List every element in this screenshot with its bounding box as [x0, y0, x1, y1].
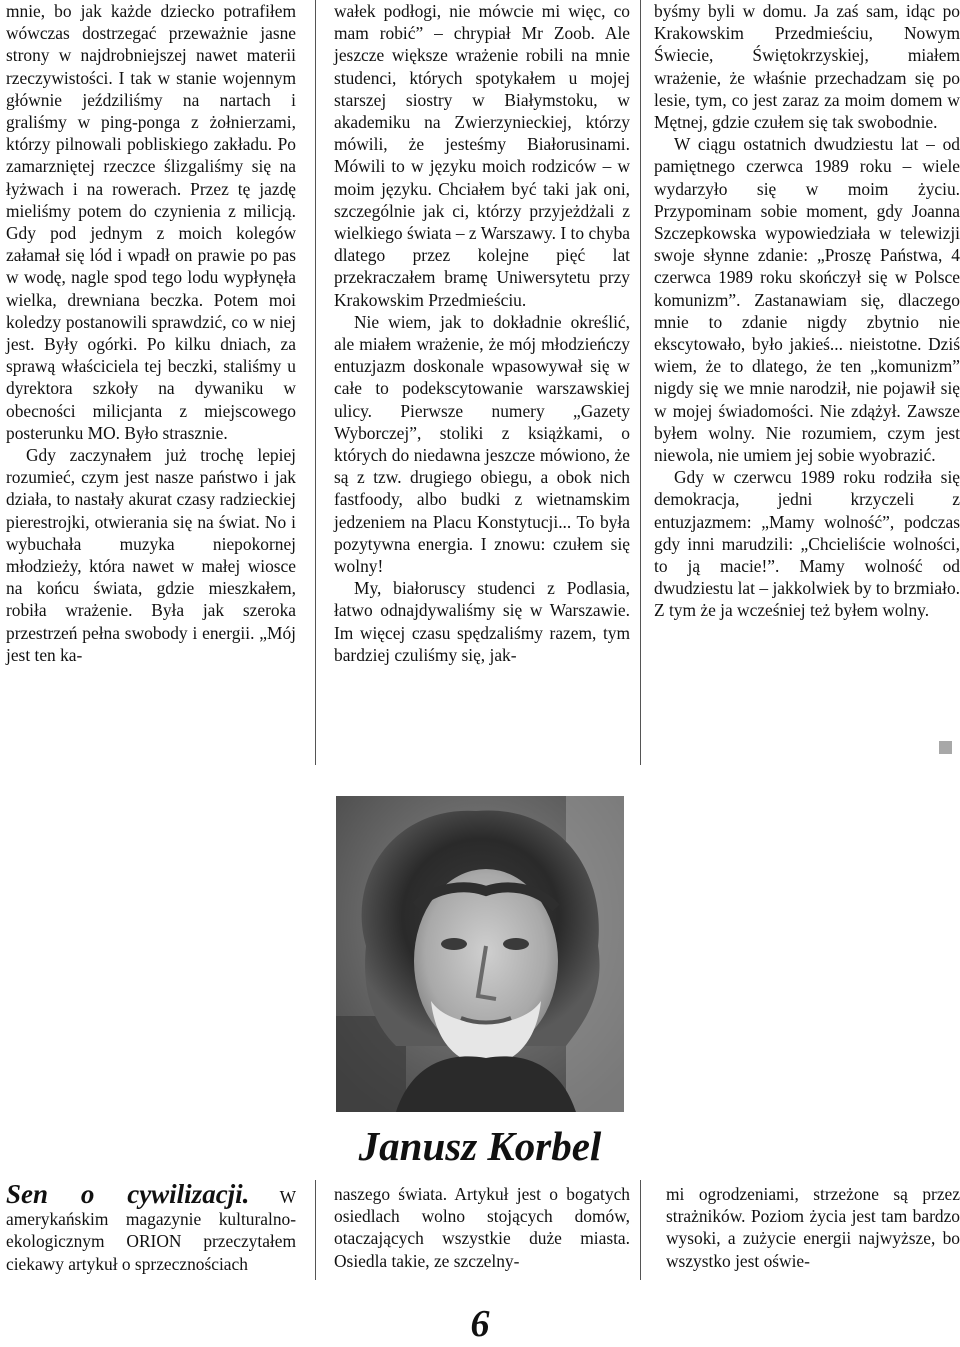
- column-divider: [315, 1180, 316, 1280]
- paragraph: naszego świata. Artykuł jest o bogatych osiedlach wolno stojących domów, otaczających wszystkie duże miasta. Osiedla takie, ze szczelny-: [334, 1184, 630, 1271]
- section-title: Sen o cywilizacji.: [6, 1179, 250, 1209]
- end-of-article-mark: [939, 741, 952, 754]
- article-column-2: [334, 0, 630, 666]
- article-column-3: [654, 0, 960, 622]
- portrait-illustration: [336, 796, 624, 1112]
- paragraph: W ciągu ostatnich dwudziestu lat – od pamiętnego czerwca 1989 roku – wiele wydarzyło się w moim życiu. Przypominam sobie moment, gdy Joanna Szczepkowska wypowiedziała w telewizji swoje słynne zdanie: „Proszę Państwa, 4 czerwca 1989 roku skończył się w Polsce komunizm”. Zastanawiam się, dlaczego mnie to zdanie nigdy zbytnio nie ekscytowało, było jakieś... nieistotne. Dziś wiem, że to dlatego, że ten „komunizm” nigdy się we mnie narodził, nie pojawił się w mojej świadomości. Nie zdążył. Zawsze byłem wolny. Nie rozumiem, czym jest niewola, nie umiem jej sobie wyobrazić.: [654, 134, 960, 466]
- paragraph: byśmy byli w domu. Ja zaś sam, idąc po Krakowskim Przedmieściu, Nowym Świecie, Świętokrzyskiej, miałem wrażenie, że właśnie przechadzam się po lesie, tym, co jest zaraz za moim domem w Mętnej, gdzie czułem się tak swobodnie.: [654, 1, 960, 133]
- page-number: 6: [470, 1303, 490, 1345]
- bottom-column-3: [666, 1183, 960, 1272]
- column-divider: [640, 0, 641, 765]
- author-portrait-photo: [336, 796, 624, 1112]
- paragraph: W amerykańskim magazynie kulturalno-ekologicznym ORION przeczytałem ciekawy artykuł o sprzecznościach: [6, 1187, 296, 1274]
- bottom-column-2: [334, 1183, 630, 1272]
- author-name: Janusz Korbel: [358, 1123, 602, 1169]
- bottom-column-1: [6, 1179, 296, 1275]
- paragraph: My, białoruscy studenci z Podlasia, łatwo odnajdywaliśmy się w Warszawie. Im więcej czasu spędzaliśmy razem, tym bardziej czuliśmy się, jak-: [334, 578, 630, 665]
- column-divider: [640, 1180, 641, 1280]
- column-divider: [315, 0, 316, 765]
- paragraph: Gdy w czerwcu 1989 roku rodziła się demokracja, jedni krzyczeli z entuzjazmem: „Mamy wolność”, podczas gdy inni marudzili: „Chcieliście wolności, to ją macie!”. Mamy wolność od dwudziestu lat – jakkolwiek by to brzmiało. Z tym że ja wcześniej też byłem wolny.: [654, 467, 960, 621]
- article-column-1: [6, 0, 296, 666]
- paragraph: mi ogrodzeniami, strzeżone są przez strażników. Poziom życia jest tam bardzo wysoki, a zużycie energii najwyższe, bo wszystko jest oświe-: [666, 1184, 960, 1271]
- paragraph: wałek podłogi, nie mówcie mi więc, co mam robić” – chrypiał Mr Zoob. Ale jeszcze większe wrażenie robili na mnie studenci, których spotykałem u mojej starszej siostry w Białymstoku, w akademiku na Zwierzynieckiej, którzy mówili, że jesteśmy Białorusinami. Mówili to w języku moich rodziców – w moim języku. Chciałem być taki jak oni, szczególnie jak ci, którzy przyjeżdżali z wielkiego świata – z Warszawy. I to chyba dlatego przez kolejne pięć lat przekraczałem bramę Uniwersytetu przy Krakowskim Przedmieściu.: [334, 1, 630, 310]
- paragraph: mnie, bo jak każde dziecko potrafiłem wówczas dostrzegać przeważnie jasne strony w najdrobniejszej nawet materii rzeczywistości. I tak w stanie wojennym głównie jeździliśmy na nartach i graliśmy w ping-ponga z żołnierzami, którzy pilnowali pobliskiego zakładu. Po zamarzniętej rzeczce ślizgaliśmy się na łyżwach i na rowerach. Przez tę jazdę mieliśmy potem do czynienia z milicją. Gdy pod jednym z moich kolegów załamał się lód i wpadł on prawie po pas w wodę, nagle spod tego lodu wypłynęła wielka, drewniana beczka. Potem moi koledzy postanowili sprawdzić, co w niej jest. Były ogórki. Po kilku dniach, za sprawą właściciela tej beczki, staliśmy u dyrektora szkoły na dywaniku w obecności milicjanta z miejscowego posterunku MO. Było strasznie.: [6, 1, 296, 443]
- paragraph: Gdy zaczynałem już trochę lepiej rozumieć, czym jest nasze państwo i jak działa, to nastały akurat czasy radzieckiej pierestrojki, otwierania się na świat. No i wybuchała muzyka niepokornej młodzieży, która nawet w małej wiosce na końcu świata, gdzie mieszkałem, robiła wrażenie. Była jak szeroka przestrzeń pełna swobody i energii. „Mój jest ten ka-: [6, 445, 296, 665]
- paragraph: Nie wiem, jak to dokładnie określić, ale miałem wrażenie, że mój młodzieńczy entuzjazm doskonale wpasowywał się w całe to podekscytowanie warszawskiej ulicy. Pierwsze numery „Gazety Wyborczej”, stoliki z książkami, o których do niedawna jeszcze mówiono, że są z tzw. drugiego obiegu, a obok nich fastfoody, albo budki z wietnamskim jedzeniem na Placu Konstytucji... To była pozytywna energia. I znowu: czułem się wolny!: [334, 311, 630, 577]
